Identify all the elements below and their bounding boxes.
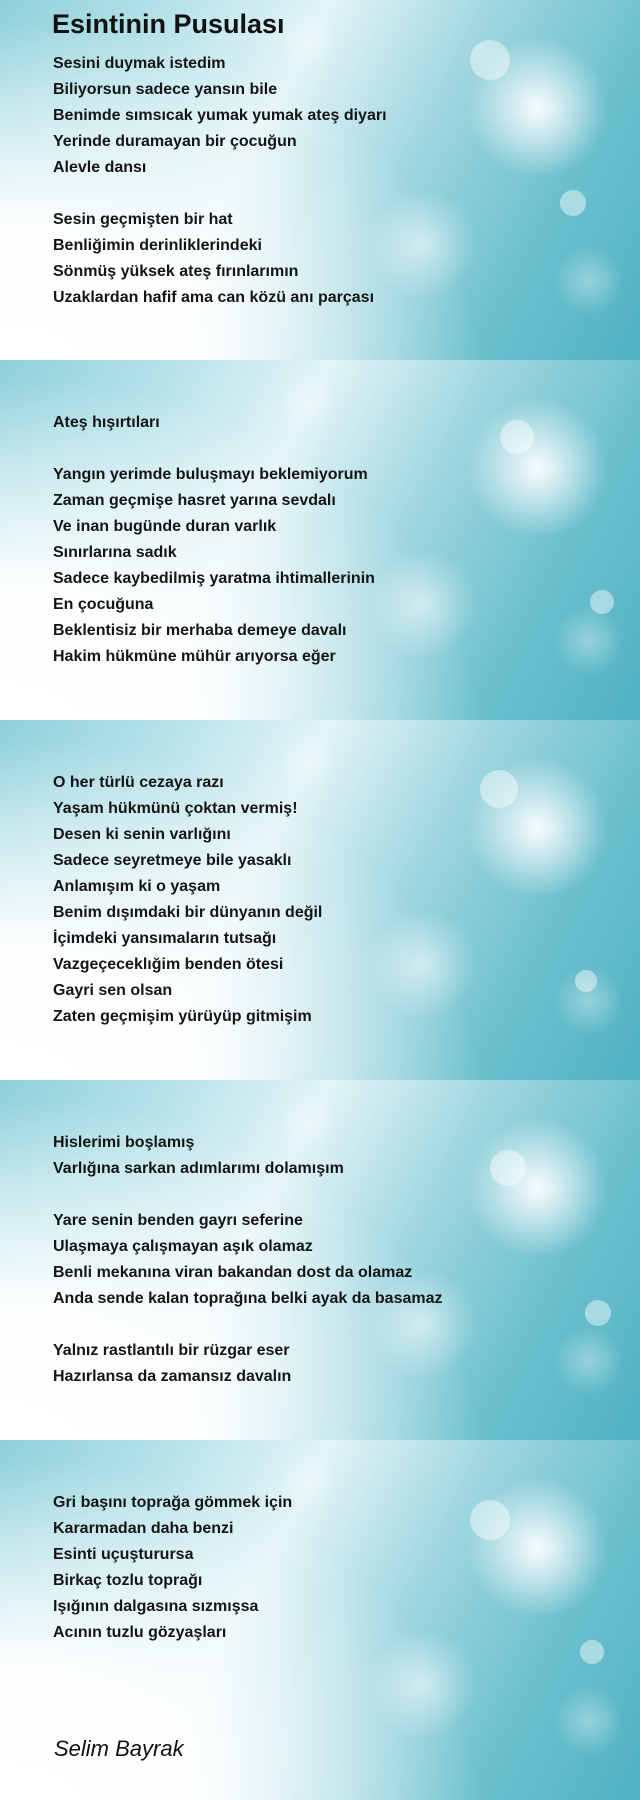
poem-line: Vazgeçeceklığim benden ötesi bbox=[53, 956, 284, 973]
poem-line: Sadece kaybedilmiş yaratma ihtimallerinin bbox=[53, 570, 375, 587]
poem-line: Esinti uçuşturursa bbox=[53, 1546, 194, 1563]
bokeh-light bbox=[560, 190, 586, 216]
poem-line: Yerinde duramayan bir çocuğun bbox=[53, 133, 297, 150]
poem-line: O her türlü cezaya razı bbox=[53, 774, 224, 791]
poem-line: Zaman geçmişe hasret yarına sevdalı bbox=[53, 492, 336, 509]
poem-author: Selim Bayrak bbox=[54, 1736, 184, 1761]
poem-line: Yaşam hükmünü çoktan vermiş! bbox=[53, 800, 298, 817]
bokeh-light bbox=[480, 770, 518, 808]
poem-line: Acının tuzlu gözyaşları bbox=[53, 1624, 227, 1641]
poem-line: Desen ki senin varlığını bbox=[53, 826, 231, 843]
bokeh-light bbox=[490, 1150, 526, 1186]
poem-title: Esintinin Pusulası bbox=[52, 9, 285, 39]
poem-line: Hakim hükmüne mühür arıyorsa eğer bbox=[53, 648, 336, 665]
poem-line: Ulaşmaya çalışmayan aşık olamaz bbox=[53, 1238, 313, 1255]
poem-line: Uzaklardan hafif ama can közü anı parçası bbox=[53, 289, 375, 306]
stanza-gap bbox=[53, 436, 375, 462]
poem-line: Gayri sen olsan bbox=[53, 982, 173, 999]
stanza-gap bbox=[53, 1312, 442, 1338]
poem-stanza-group bbox=[53, 1490, 292, 1646]
poem-line: Beklentisiz bir merhaba demeye davalı bbox=[53, 622, 347, 639]
poem-stanza-group bbox=[53, 410, 375, 670]
poem-line: Sesin geçmişten bir hat bbox=[53, 211, 233, 228]
poem-line: Gri başını toprağa gömmek için bbox=[53, 1494, 293, 1511]
bokeh-light bbox=[575, 970, 597, 992]
poem-line: Yare senin benden gayrı seferine bbox=[53, 1212, 303, 1229]
poem-line: Sınırlarına sadık bbox=[53, 544, 177, 561]
poem-line: Benim dışımdaki bir dünyanın değil bbox=[53, 904, 323, 921]
background-panel bbox=[0, 0, 640, 360]
background-panel bbox=[0, 1080, 640, 1440]
bokeh-light bbox=[470, 1500, 510, 1540]
poem-line: Biliyorsun sadece yansın bile bbox=[53, 81, 278, 98]
poem-line: Hislerimi boşlamış bbox=[53, 1134, 195, 1151]
background-panel bbox=[0, 720, 640, 1080]
background-panel bbox=[0, 360, 640, 720]
poem-line: Sönmüş yüksek ateş fırınlarımın bbox=[53, 263, 299, 280]
poem-line: En çocuğuna bbox=[53, 596, 154, 613]
bokeh-light bbox=[585, 1300, 611, 1326]
poem-line: Alevle dansı bbox=[53, 159, 147, 176]
bokeh-light bbox=[500, 420, 534, 454]
poem-line: Benliğimin derinliklerindeki bbox=[53, 237, 262, 254]
poem-line: Ateş hışırtıları bbox=[53, 414, 160, 431]
poem-line: Benli mekanına viran bakandan dost da olamaz bbox=[53, 1264, 413, 1281]
poem-line: Kararmadan daha benzi bbox=[53, 1520, 234, 1537]
poem-line: Benimde sımsıcak yumak yumak ateş diyarı bbox=[53, 107, 387, 124]
poem-stanza-group bbox=[53, 51, 387, 311]
poem-line: Birkaç tozlu toprağı bbox=[53, 1572, 203, 1589]
poem-line: Yalnız rastlantılı bir rüzgar eser bbox=[53, 1342, 290, 1359]
bokeh-light bbox=[590, 590, 614, 614]
poem-line: Varlığına sarkan adımlarımı dolamışım bbox=[53, 1160, 344, 1177]
poem-line: Zaten geçmişim yürüyüp gitmişim bbox=[53, 1008, 312, 1025]
poem-line: Yangın yerimde buluşmayı beklemiyorum bbox=[53, 466, 368, 483]
poem-line: Anda sende kalan toprağına belki ayak da basamaz bbox=[53, 1290, 443, 1307]
poem-line: Sadece seyretmeye bile yasaklı bbox=[53, 852, 292, 869]
stanza-gap bbox=[53, 181, 387, 207]
poem-stanza-group bbox=[53, 770, 322, 1030]
bokeh-light bbox=[470, 40, 510, 80]
poem-line: İçimdeki yansımaların tutsağı bbox=[53, 930, 277, 947]
stanza-gap bbox=[53, 1182, 442, 1208]
poem-line: Anlamışım ki o yaşam bbox=[53, 878, 221, 895]
poem-line: Ve inan bugünde duran varlık bbox=[53, 518, 277, 535]
bokeh-light bbox=[580, 1640, 604, 1664]
poem-line: Sesini duymak istedim bbox=[53, 55, 226, 72]
poem-line: Işığının dalgasına sızmışsa bbox=[53, 1598, 259, 1615]
poem-line: Hazırlansa da zamansız davalın bbox=[53, 1368, 292, 1385]
poem-stanza-group bbox=[53, 1130, 442, 1390]
